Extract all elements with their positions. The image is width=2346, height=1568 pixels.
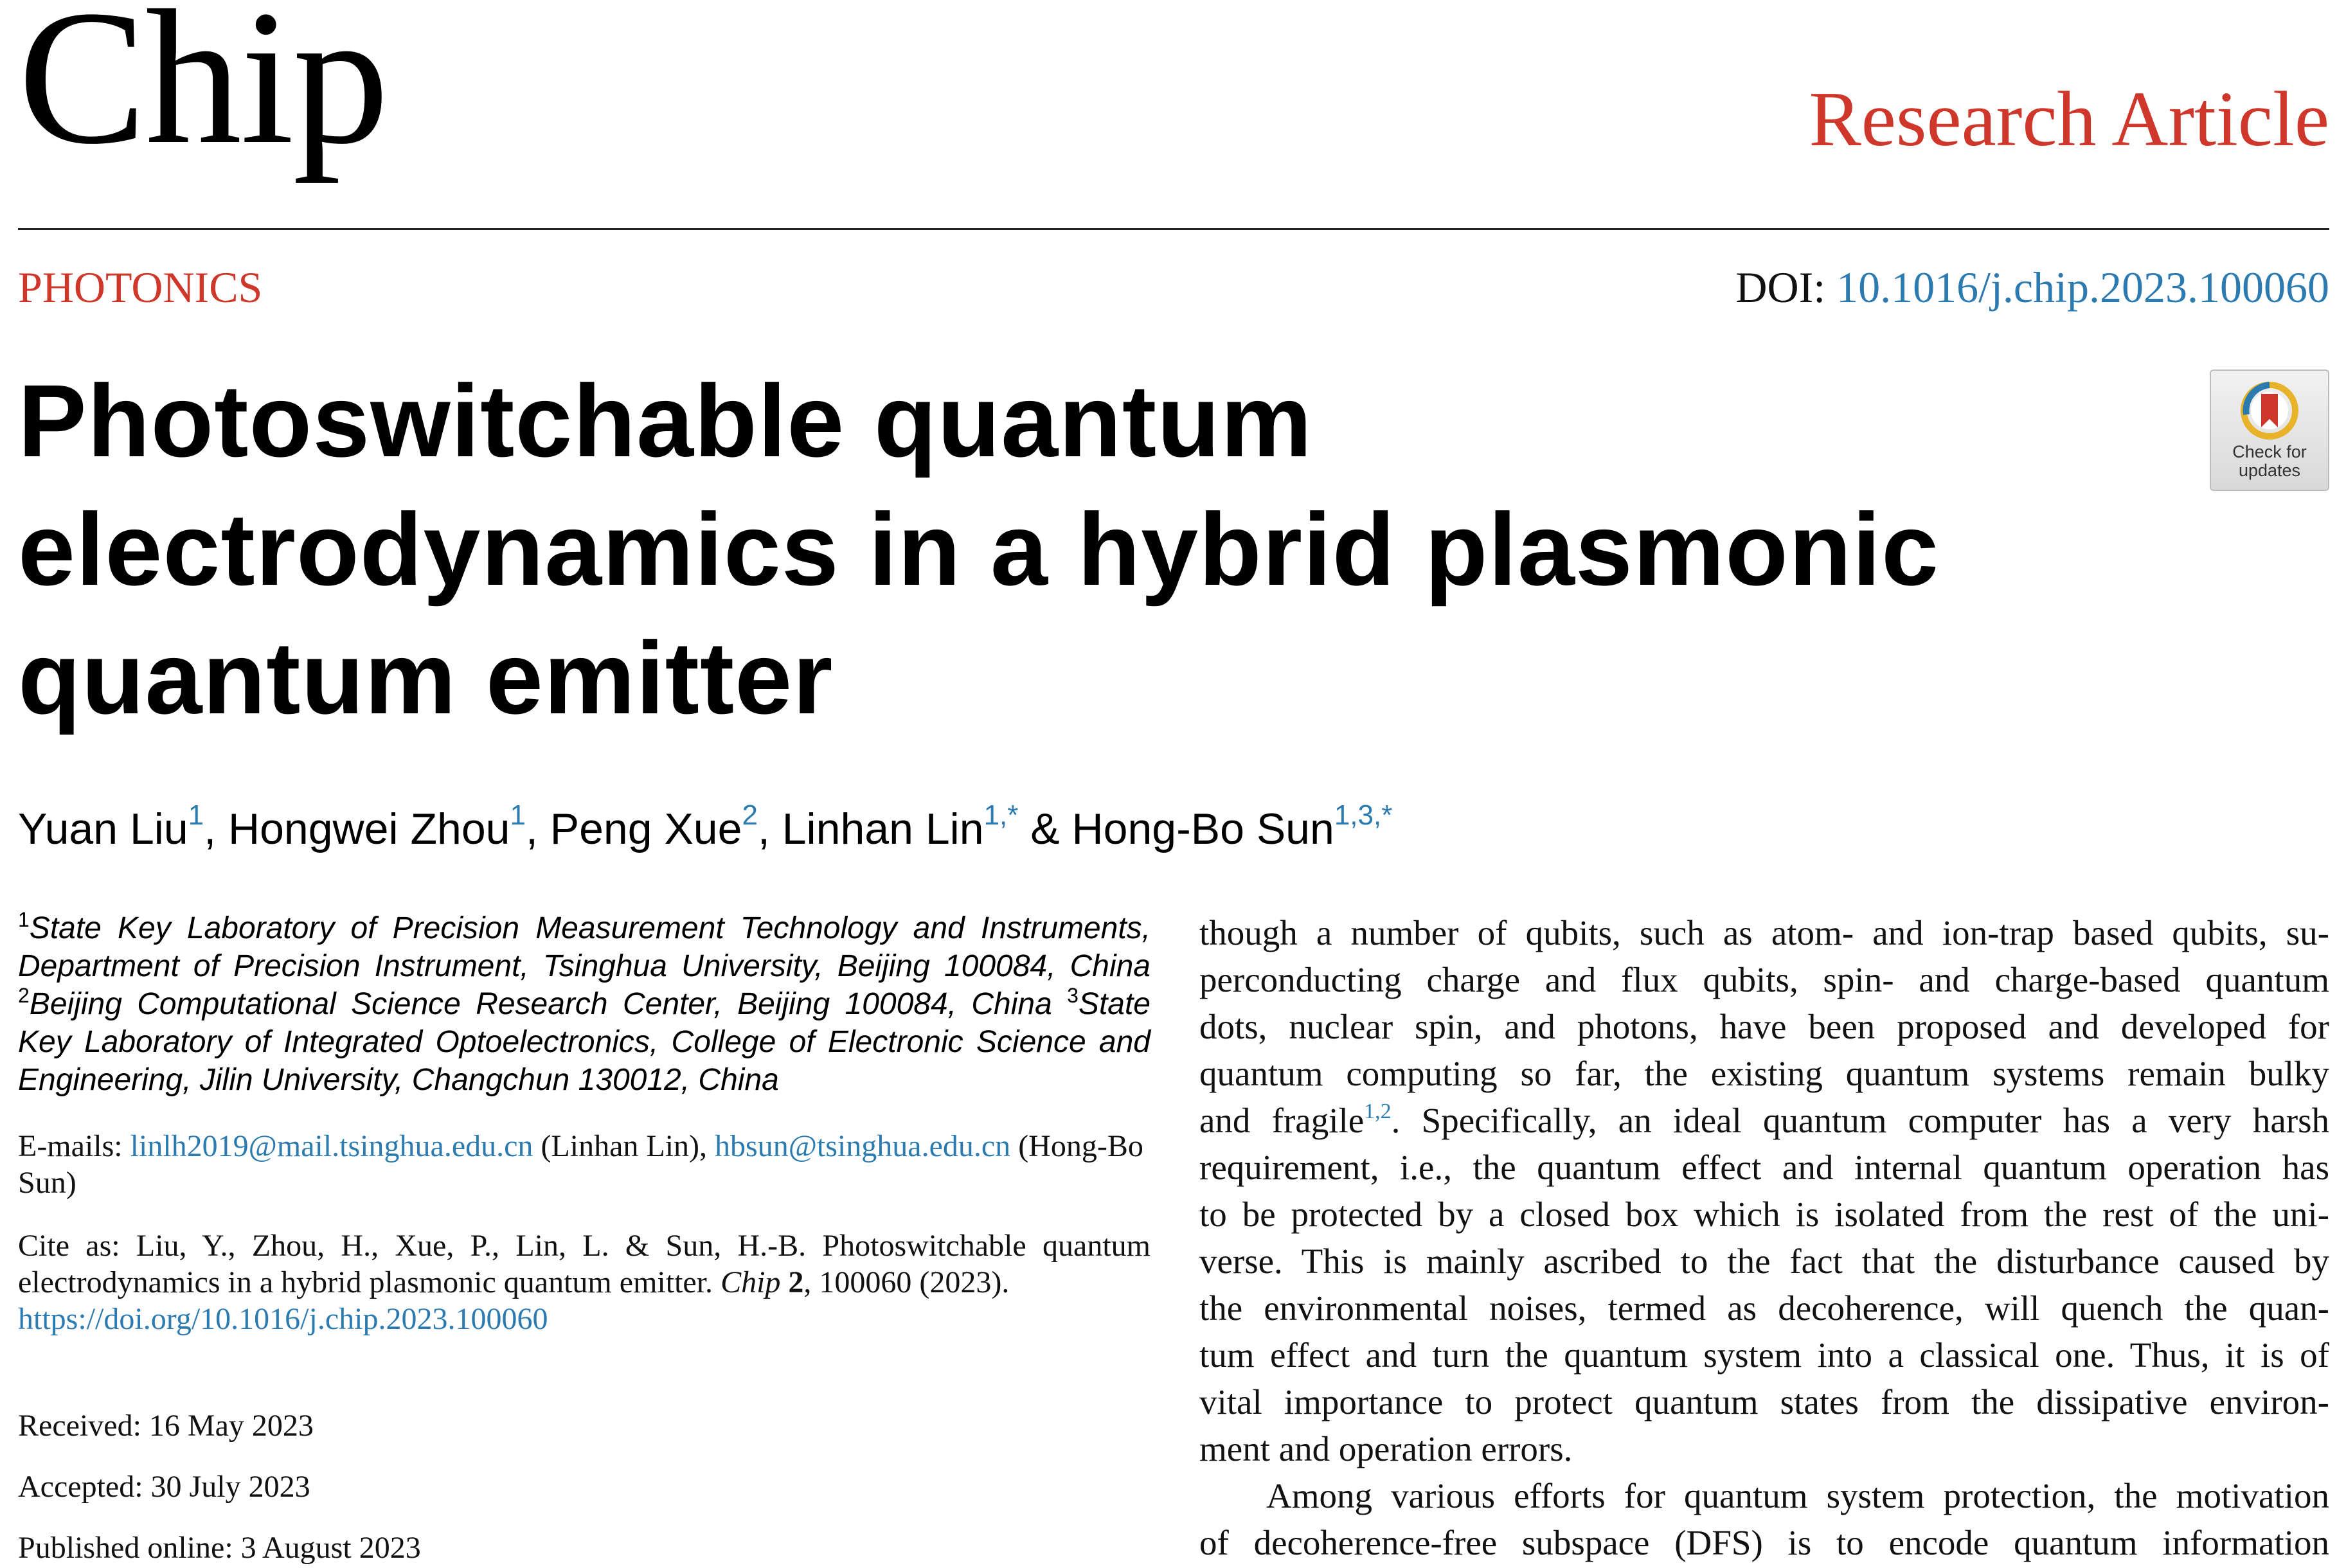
- email-owner: (Linhan Lin),: [541, 1129, 708, 1163]
- title-line: electrodynamics in a hybrid plasmonic: [18, 492, 1940, 607]
- cite-text: Cite as: Liu, Y., Zhou, H., Xue, P., Lin, L. & Sun, H.-B. Photoswitchable quantum electrodynamics in a hybrid plasmonic quantum emitter.: [18, 1229, 1151, 1299]
- author-affil-sup[interactable]: 2: [742, 799, 758, 831]
- author-affil-sup[interactable]: 1: [510, 799, 526, 831]
- affil-number: 2: [18, 984, 30, 1007]
- section-label: PHOTONICS: [18, 263, 263, 312]
- author-sep: ,: [204, 805, 228, 853]
- badge-line: updates: [2238, 461, 2301, 480]
- cite-rest: , 100060 (2023).: [803, 1265, 1010, 1299]
- body-line: to be protected by a closed box which is isolated from the rest of the uni-: [1199, 1195, 2329, 1234]
- author-affil-sup[interactable]: 1,3,*: [1334, 799, 1393, 831]
- body-line: Among various efforts for quantum system protection, the motivation: [1266, 1476, 2329, 1515]
- body-line: [1199, 1097, 2329, 1144]
- article-type: Research Article: [1809, 76, 2329, 163]
- received-date: Received: 16 May 2023: [18, 1409, 314, 1443]
- author-list: [18, 799, 1393, 856]
- affil-text: State Key Laboratory of Integrated Optoelectronics, College of Electronic Science and Engineering, Jilin University, Changchun 130012, China: [18, 987, 1151, 1097]
- body-line: dots, nuclear spin, and photons, have been proposed and developed for: [1199, 1007, 2329, 1046]
- body-line: the environmental noises, termed as decoherence, will quench the quan-: [1199, 1288, 2329, 1328]
- published-date: Published online: 3 August 2023: [18, 1531, 421, 1565]
- body-line: tum effect and turn the quantum system into a classical one. Thus, it is of: [1199, 1335, 2329, 1375]
- author-affil-sup[interactable]: 1,*: [983, 799, 1019, 831]
- author-name: Hongwei Zhou: [228, 805, 510, 853]
- title-line: Photoswitchable quantum: [18, 363, 1313, 478]
- badge-line: Check for: [2232, 442, 2307, 461]
- author-name: Yuan Liu: [18, 805, 188, 853]
- affil-text: Beijing Computational Science Research Center, Beijing 100084, China: [29, 987, 1052, 1021]
- cite-journal: Chip: [721, 1265, 781, 1299]
- accepted-date: Accepted: 30 July 2023: [18, 1470, 310, 1504]
- body-line: requirement, i.e., the quantum effect and internal quantum operation has: [1199, 1148, 2329, 1187]
- author-name: Linhan Lin: [782, 805, 984, 853]
- cite-volume: 2: [788, 1265, 804, 1299]
- title-line: quantum emitter: [18, 620, 834, 735]
- author-affil-sup[interactable]: 1: [188, 799, 204, 831]
- body-line: perconducting charge and flux qubits, spin- and charge-based quantum: [1199, 960, 2329, 999]
- author-sep: ,: [525, 805, 550, 853]
- journal-name: Chip: [18, 0, 388, 184]
- author-name: Hong-Bo Sun: [1071, 805, 1334, 853]
- affiliations: [18, 909, 1151, 1099]
- author-name: Peng Xue: [550, 805, 742, 853]
- doi: [1735, 263, 2329, 312]
- body-text: [1199, 909, 2329, 1566]
- check-for-updates-button[interactable]: [2210, 370, 2329, 491]
- body-line: of decoherence-free subspace (DFS) is to encode quantum information: [1199, 1523, 2329, 1562]
- body-fragment: and fragile: [1199, 1101, 1365, 1140]
- doi-label: DOI:: [1735, 263, 1826, 312]
- header-rule: [18, 228, 2329, 230]
- citation-block: [18, 1227, 1151, 1337]
- check-updates-icon: [2237, 379, 2302, 443]
- email-link[interactable]: linlh2019@mail.tsinghua.edu.cn: [130, 1129, 533, 1163]
- affil-text: State Key Laboratory of Precision Measurement Technology and Instruments, Department of Precision Instrument, Tsinghua University, Beijing 100084, China: [18, 911, 1151, 983]
- author-sep: &: [1018, 805, 1072, 853]
- author-sep: ,: [757, 805, 782, 853]
- cite-doi-link[interactable]: https://doi.org/10.1016/j.chip.2023.100060: [18, 1302, 548, 1336]
- doi-link[interactable]: 10.1016/j.chip.2023.100060: [1836, 263, 2329, 312]
- body-line: though a number of qubits, such as atom- and ion-trap based qubits, su-: [1199, 913, 2329, 952]
- email-label: E-mails:: [18, 1129, 123, 1163]
- email-link[interactable]: hbsun@tsinghua.edu.cn: [715, 1129, 1011, 1163]
- affil-number: 1: [18, 908, 30, 931]
- email-block: [18, 1128, 1151, 1201]
- body-fragment: . Specifically, an ideal quantum computer has a very harsh: [1391, 1101, 2329, 1140]
- affil-number: 3: [1067, 984, 1079, 1007]
- article-title: [18, 357, 2043, 742]
- body-line: quantum computing so far, the existing quantum systems remain bulky: [1199, 1054, 2329, 1093]
- body-line: vital importance to protect quantum states from the dissipative environ-: [1199, 1382, 2329, 1421]
- reference-link[interactable]: 1,2: [1364, 1100, 1392, 1123]
- body-line: verse. This is mainly ascribed to the fact that the disturbance caused by: [1199, 1242, 2329, 1281]
- body-line: ment and operation errors.: [1199, 1429, 1573, 1468]
- email-owner: (Hong-Bo Sun): [18, 1129, 1143, 1200]
